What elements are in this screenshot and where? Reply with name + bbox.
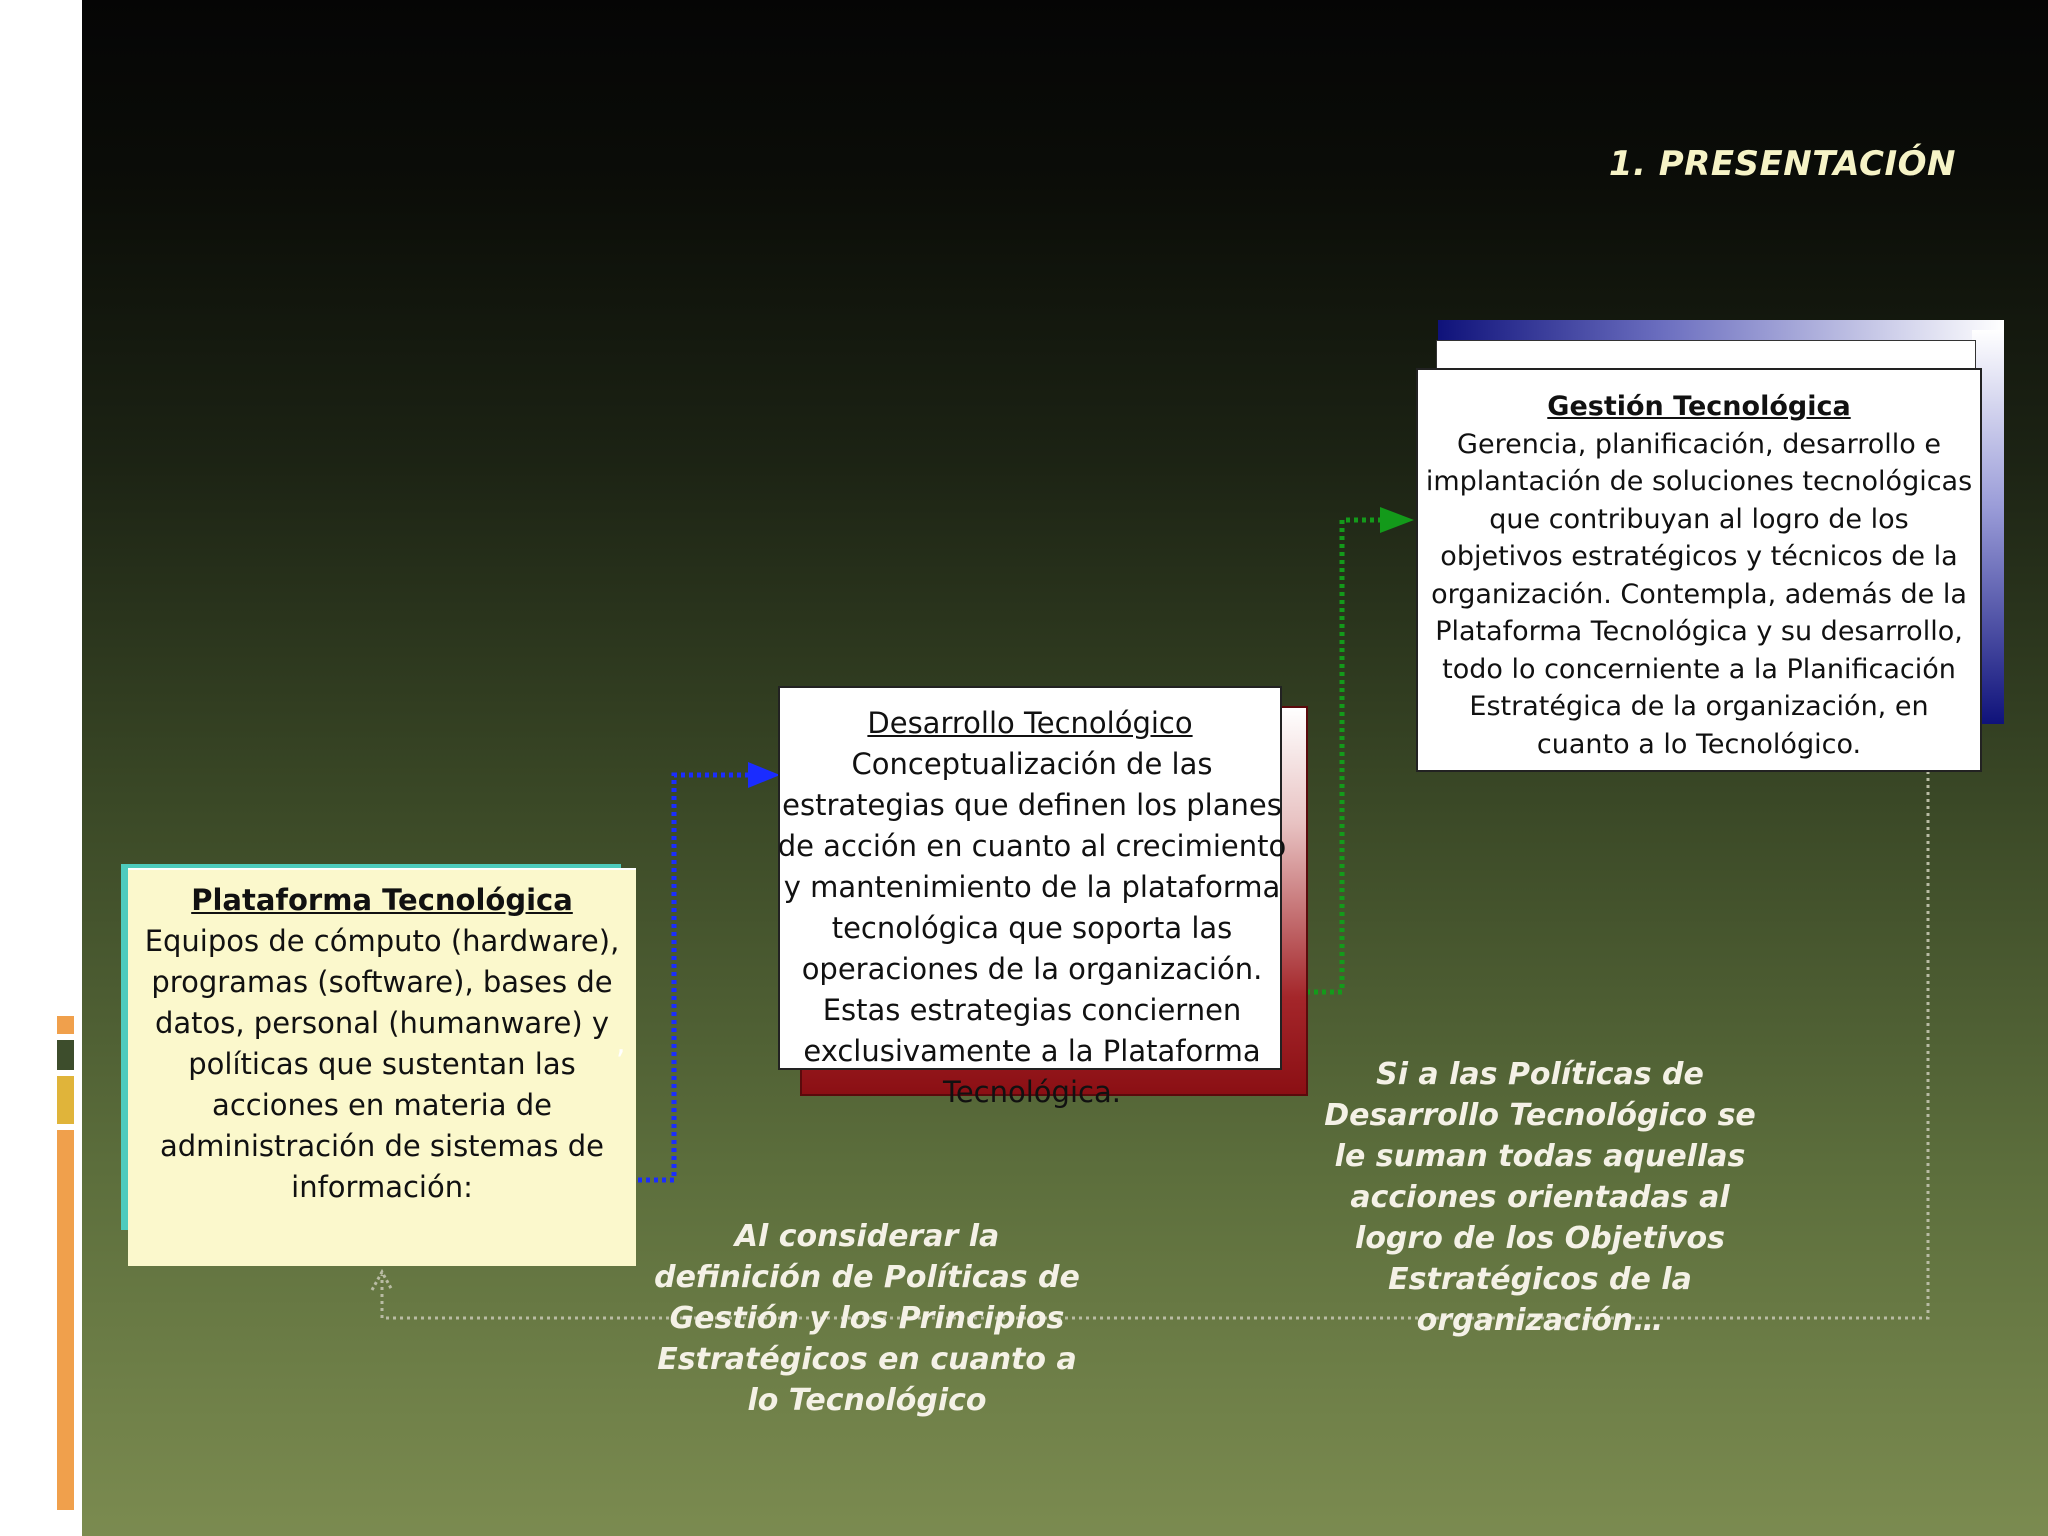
caption-politicas-gestion: Al considerar la definición de Políticas de Gestión y los Principios Estratégicos en cuanto a lo Tecnológico <box>654 1219 1080 1418</box>
plataforma-box-title: Plataforma Tecnológica <box>191 883 573 917</box>
plataforma-box-text: Equipos de cómputo (hardware), programas (software), bases de datos, personal (humanware) y políticas que sustentan las acciones en materia de administración de sistemas de información: <box>144 924 620 1204</box>
arrowhead-gestion <box>1380 507 1414 533</box>
slide-title: 1. PRESENTACIÓN <box>1608 144 1956 184</box>
plataforma-box <box>128 868 636 1266</box>
desarrollo-box-text: Conceptualización de las estrategias que definen los planes de acción en cuanto al crecimiento y mantenimiento de la plataforma tecnológica que soporta las operaciones de la organización. Estas estrategias conciernen exclusivamente a la Plataforma Tecnológica. <box>777 747 1287 1109</box>
connector-desarrollo-gestion <box>1306 520 1382 992</box>
gestion-box-title: Gestión Tecnológica <box>1547 391 1851 422</box>
desarrollo-box <box>777 686 1287 1109</box>
gestion-box-text: Gerencia, planificación, desarrollo e implantación de soluciones tecnológicas que contribuyan al logro de los objetivos estratégicos y técnicos de la organización. Contempla, además de la Plataforma Tecnológica y su desarrollo, todo lo concerniente a la Planificación Estratégica de la organización, en cuanto a lo Tecnológico. <box>1425 428 1973 760</box>
desarrollo-box-title: Desarrollo Tecnológico <box>867 706 1193 740</box>
caption-politicas-desarrollo: Si a las Políticas de Desarrollo Tecnológico se le suman todas aquellas acciones orientadas al logro de los Objetivos Estratégicos de la organización… <box>1324 1057 1756 1338</box>
gestion-box <box>1416 368 1982 772</box>
connector-plataforma-desarrollo <box>638 775 752 1180</box>
stray-comma: , <box>616 1026 626 1061</box>
